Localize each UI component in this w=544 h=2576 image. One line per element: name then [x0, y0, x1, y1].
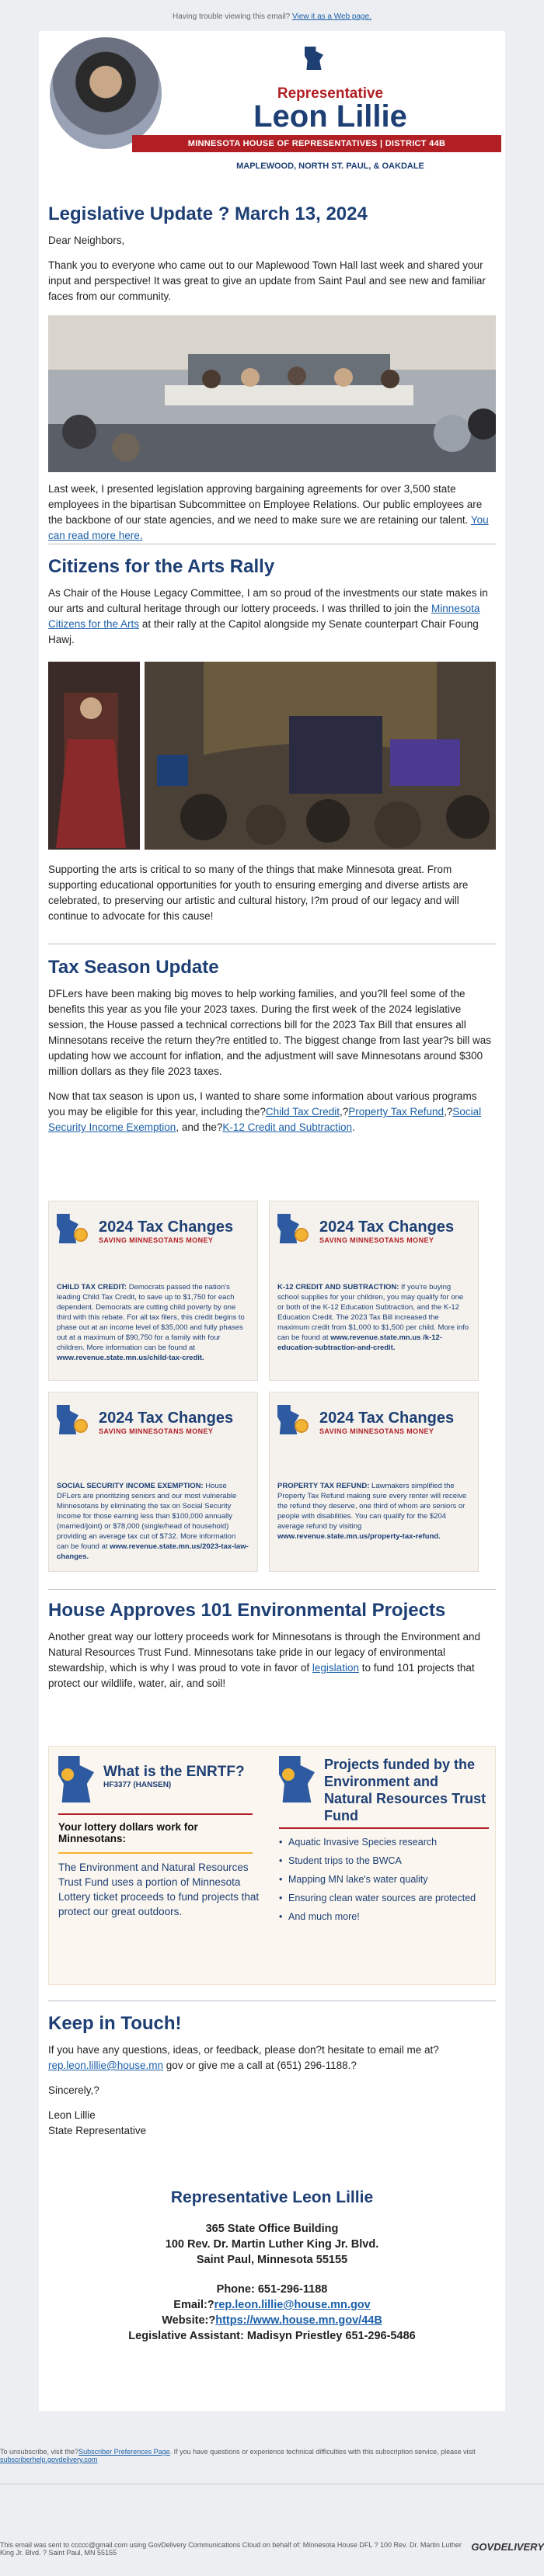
signature-title: State Representative: [48, 2125, 147, 2136]
enrtf-graphic: [48, 1746, 496, 1985]
unsubscribe-text: To unsubscribe, visit the?Subscriber Preferences Page. If you have questions or experience technical difficulties with this subscription service, please visit subscriberhelp.govdelivery.com: [0, 2448, 476, 2463]
tax-paragraph: DFLers have been making big moves to help working families, and you?ll feel some of the benefits this year as you file your 2023 taxes. During the first week of the 2024 legislative session, the House passed a technical corrections bill for the 2023 Tax Bill that ensures all Minnesotans receive the return they?re entitled to. The biggest change from last year?s bill was updating how we account for inflation, and the adjustment will save Minnesotans around $300 million dollars as they file 2023 taxes.: [48, 988, 492, 1077]
sun-icon: [282, 1768, 295, 1781]
preheader: Having trouble viewing this email? View it as a Web page.: [173, 12, 371, 21]
contact-title: Keep in Touch!: [48, 2013, 182, 2034]
intro-section-2: [48, 481, 496, 553]
tax-card-k12: 2024 Tax Changes SAVING MINNESOTANS MONEY K-12 CREDIT AND SUBTRACTION: If you're buying school supplies for your children, you may qualify for one or both of the K-12 Education Subtraction, and the K-12 Education Credit. The 2023 Tax Bill increased the maximum credit from $1,000 to $1,500 per child. More info can be found at www.revenue.state.mn.us /k-12-education-subtraction-and-credit.: [269, 1201, 479, 1381]
list-item: • And much more!: [279, 1911, 489, 1922]
lottery-heading: Your lottery dollars work for Minnesotans:: [58, 1821, 198, 1844]
arts-section-2: [48, 862, 496, 933]
list-item: • Mapping MN lake's water quality: [279, 1874, 489, 1885]
arts-section: Citizens for the Arts Rally As Chair of the House Legacy Committee, I am so proud of the investments our state makes in our arts and cultural heritage through our lottery proceeds. I was thrilled to join the Minnesota Citizens for the Arts at their rally at the Capitol alongside my Senate counterpart Chair Foung Hawj.: [48, 556, 496, 657]
footer-phone: Phone: 651-296-1188: [216, 2283, 328, 2296]
arts-support-paragraph: Supporting the arts is critical to so many of the things that make Minnesota great. From supporting educational opportunities for youth to ensuring emerging and diverse artists are celebrated, to preserving our artistic and cultural history, I?m proud of our legacy and will continue to advocate for this cause!: [48, 864, 469, 922]
email-link[interactable]: rep.leon.lillie@house.mn: [48, 2060, 164, 2071]
minnesota-state-icon: [305, 47, 323, 70]
divider: [48, 1589, 496, 1590]
list-item: • Student trips to the BWCA: [279, 1855, 489, 1866]
env-section: House Approves 101 Environmental Projects Another great way our lottery proceeds work for Minnesotans is through the Environment and Natural Resources Trust Fund. Minnesotans take pride in our legacy of environmental stewardship, which is why I was proud to vote in favor of legislation to fund 101 projects that protect our wildlife, water, air, and soil!: [48, 1600, 496, 1701]
tax-card-social-security: 2024 Tax Changes SAVING MINNESOTANS MONEY SOCIAL SECURITY INCOME EXEMPTION: House DFLers are prioritizing seniors and our most vulnerable Minnesotans by eliminating the tax on Social Security Income for those earning less than $100,000 annually (married/joint) or $78,000 (single/head of household) providing an average tax cut of $732. More information can be found at www.revenue.state.mn.us/2023-tax-law-changes.: [48, 1392, 258, 1572]
greeting: Dear Neighbors,: [48, 235, 125, 246]
tax-card-property: 2024 Tax Changes SAVING MINNESOTANS MONEY PROPERTY TAX REFUND: Lawmakers simplified the Property Tax Refund making sure every renter will receive the refund they deserve, one third of whom are seniors or people with disabilities. You can qualify for the $204 average refund by visiting www.revenue.state.mn.us/property-tax-refund.: [269, 1392, 479, 1572]
env-title: House Approves 101 Environmental Projects: [48, 1600, 446, 1621]
enrtf-question: What is the ENRTF?: [103, 1764, 245, 1780]
district-cities: MAPLEWOOD, NORTH ST. PAUL, & OAKDALE: [236, 162, 424, 171]
read-more-link[interactable]: You can read more here.: [48, 514, 489, 541]
footer-assistant: Legislative Assistant: Madisyn Priestley 651-296-5486: [128, 2330, 416, 2342]
sent-to-text: This email was sent to ccccc@gmail.com using GovDelivery Communications Cloud on behalf of: Minnesota House DFL ? 100 Rev. Dr. Martin Luther King Jr. Blvd. ? Saint Paul, MN 55155: [0, 2541, 462, 2557]
mn-coin-icon: [57, 1402, 92, 1442]
intro-title: Legislative Update ? March 13, 2024: [48, 203, 368, 224]
email-card: [39, 31, 505, 2411]
arts-rally-photos: [48, 662, 496, 850]
bargaining-paragraph: Last week, I presented legislation approving bargaining agreements for over 3,500 state employees in the bipartisan Subcommittee on Employee Relations. Our public employees are the backbone of our state agencies, and we need to make sure we are retaining our talent.: [48, 483, 483, 526]
arts-title: Citizens for the Arts Rally: [48, 556, 275, 577]
footer-name: Representative Leon Lillie: [170, 2188, 374, 2206]
projects-list: [279, 1837, 489, 1922]
subscriber-preferences-link[interactable]: Subscriber Preferences Page: [78, 2448, 170, 2456]
footer-email-link[interactable]: rep.leon.lillie@house.mn.gov: [214, 2299, 371, 2311]
enrtf-description: The Environment and Natural Resources Trust Fund uses a portion of Minnesota Lottery ticket proceeds to fund projects that protect our great outdoors.: [58, 1862, 260, 1917]
town-hall-photo: [48, 315, 496, 472]
tax-section: Tax Season Update DFLers have been making big moves to help working families, and you?ll feel some of the benefits this year as you file your 2023 taxes. During the first week of the 2024 legislative session, the House passed a technical corrections bill for the 2023 Tax Bill that ensures all Minnesotans receive the return they?re entitled to. The biggest change from last year?s bill was updating how we account for inflation, and the adjustment will save Minnesotans around $300 million dollars as they file 2023 taxes. Now that tax season is upon us, I wanted to share some information about various programs you may be eligible for this year, including the?Child Tax Credit,?Property Tax Refund,?Social Security Income Exemption, and the?K-12 Credit and Subtraction.: [48, 957, 496, 1145]
view-web-link[interactable]: View it as a Web page.: [292, 12, 371, 21]
govdelivery-logo: GOVDELIVERY: [471, 2541, 544, 2553]
subscriber-help-link[interactable]: subscriberhelp.govdelivery.com: [0, 2456, 98, 2463]
signature-name: Leon Lillie: [48, 2109, 96, 2121]
tax-card-child: 2024 Tax Changes SAVING MINNESOTANS MONEY CHILD TAX CREDIT: Democrats passed the nation's leading Child Tax Credit, to save up to $1,750 for each dependent. Democrats are cutting child poverty by one third with this rebate. For all tax filers, this credit begins to phase out at an income level of $35,000 and fully phases out at a maximum of $90,750 for a family with four children. More information can be found at www.revenue.state.mn.us/child-tax-credit.: [48, 1201, 258, 1381]
signoff: Sincerely,?: [48, 2084, 99, 2096]
intro-paragraph: Thank you to everyone who came out to our Maplewood Town Hall last week and shared your input and perspective! It was great to give an update from Saint Paul and see new and familiar faces from our community.: [48, 259, 486, 302]
tax-title: Tax Season Update: [48, 957, 219, 978]
representative-photo: [48, 36, 163, 151]
sun-icon: [61, 1768, 74, 1781]
citizens-arts-link[interactable]: Minnesota Citizens for the Arts: [48, 603, 480, 630]
header-banner: [39, 31, 505, 200]
mn-coin-icon: [277, 1402, 313, 1442]
bill-number: HF3377 (HANSEN): [103, 1781, 172, 1789]
list-item: • Ensuring clean water sources are protected: [279, 1893, 489, 1903]
mn-coin-icon: [277, 1211, 313, 1251]
property-tax-refund-link[interactable]: Property Tax Refund: [348, 1106, 445, 1118]
footer-contact: Representative Leon Lillie 365 State Office Building 100 Rev. Dr. Martin Luther King Jr. Blvd. Saint Paul, Minnesota 55155 Phone: 651-296-1188 Email:?rep.leon.lillie@house.mn.gov Website:?https://www.house.mn.gov/44B Legislative Assistant: Madisyn Priestley 651-296-5486: [48, 2188, 496, 2344]
child-tax-credit-link[interactable]: Child Tax Credit: [265, 1106, 340, 1118]
district-band: MINNESOTA HOUSE OF REPRESENTATIVES | DISTRICT 44B: [132, 135, 501, 152]
footer-website-link[interactable]: https://www.house.mn.gov/44B: [215, 2314, 382, 2327]
arts-paragraph: As Chair of the House Legacy Committee, I am so proud of the investments our state makes in our arts and cultural heritage through our lottery proceeds. I was thrilled to join the: [48, 587, 488, 614]
rep-name: Leon Lillie: [253, 99, 407, 134]
legislation-link[interactable]: legislation: [312, 1662, 359, 1674]
social-security-link[interactable]: Social Security Income Exemption: [48, 1106, 482, 1133]
intro-section: [48, 203, 496, 314]
rep-label: Representative: [277, 85, 384, 102]
mn-coin-icon: [57, 1211, 92, 1251]
projects-heading: Projects funded by the Environment and Natural Resources Trust Fund: [324, 1757, 486, 1823]
k12-credit-link[interactable]: K-12 Credit and Subtraction: [222, 1121, 352, 1133]
env-paragraph: Another great way our lottery proceeds work for Minnesotans is through the Environment and Natural Resources Trust Fund. Minnesotans take pride in our legacy of environmental stewardship, which is why I was proud to vote in favor of: [48, 1631, 481, 1674]
list-item: • Aquatic Invasive Species research: [279, 1837, 489, 1848]
contact-section: Keep in Touch! If you have any questions, ideas, or feedback, please don?t hesitate to email me at?rep.leon.lillie@house.mn gov or give me a call at (651) 296-1188.? Sincerely,? Leon Lillie State Representative: [48, 2013, 496, 2148]
